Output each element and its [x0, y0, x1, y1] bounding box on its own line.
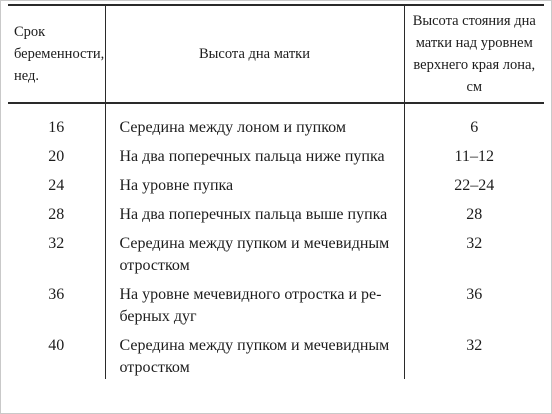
height-cm-cell: 11–12: [404, 146, 544, 175]
height-cm-cell: 6: [404, 103, 544, 146]
fundus-position-cell: На два поперечных пальца выше пупка: [105, 204, 404, 233]
fundal-height-table: [8, 4, 544, 379]
height-cm-cell: 36: [404, 284, 544, 335]
week-cell: 20: [48, 148, 65, 165]
header-fundus-height: Высота дна матки: [105, 5, 404, 103]
week-cell: 24: [48, 177, 65, 194]
week-cell: 36: [48, 286, 65, 303]
week-cell: 28: [48, 206, 65, 223]
table-row: [8, 175, 544, 204]
header-row: [8, 5, 544, 103]
table-row: [8, 103, 544, 146]
week-cell: 32: [48, 235, 65, 252]
table-row: [8, 233, 544, 284]
fundus-position-cell: Середина между пупком и мечевидным отростком: [105, 233, 404, 284]
table-row: [8, 335, 544, 379]
table-header: [8, 5, 544, 103]
header-term-of-pregnancy: Срок беременности, нед.: [8, 5, 105, 103]
table-row: [8, 204, 544, 233]
fundus-position-cell: Середина между лоном и пупком: [105, 103, 404, 146]
header-height-above-pubis-cm: Высота стояния дна матки над уровнем верхнего края лона, см: [404, 5, 544, 103]
week-cell: 16: [48, 119, 65, 136]
table-row: [8, 146, 544, 175]
table-row: [8, 284, 544, 335]
height-cm-cell: 32: [404, 335, 544, 379]
height-cm-cell: 28: [404, 204, 544, 233]
week-cell: 40: [48, 337, 65, 354]
height-cm-cell: 22–24: [404, 175, 544, 204]
height-cm-cell: 32: [404, 233, 544, 284]
fundus-position-cell: На два поперечных пальца ниже пупка: [105, 146, 404, 175]
fundus-position-cell: Середина между пупком и мечевидным отростком: [105, 335, 404, 379]
table-body: [8, 103, 544, 379]
fundus-position-cell: На уровне пупка: [105, 175, 404, 204]
fundus-position-cell: На уровне мечевидного отростка и реберных дуг: [105, 284, 404, 335]
